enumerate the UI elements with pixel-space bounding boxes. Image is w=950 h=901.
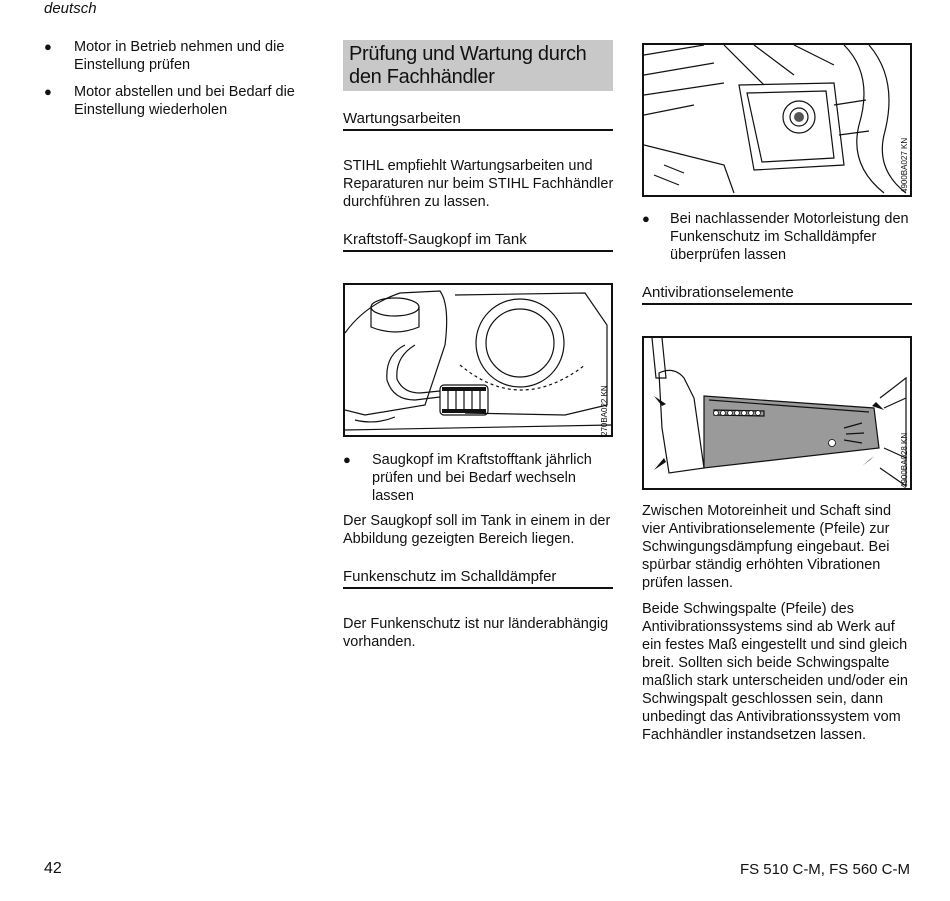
subheading-wartungsarbeiten: Wartungsarbeiten	[343, 110, 613, 131]
bullet-icon: ●	[642, 211, 650, 226]
list-item	[44, 83, 314, 123]
figure-spark-arrestor	[642, 43, 912, 197]
muffler-illustration	[644, 45, 910, 195]
subheading-antivibration: Antivibrationselemente	[642, 284, 912, 305]
figure-code: 4900BA028 KN	[900, 432, 909, 488]
bullet-icon: ●	[44, 39, 52, 54]
figure-code: 270BA022 KN	[600, 385, 609, 436]
language-label: deutsch	[44, 0, 97, 17]
figure-antivibration	[642, 336, 912, 490]
list-item	[642, 210, 914, 266]
subheading-saugkopf: Kraftstoff-Saugkopf im Tank	[343, 231, 613, 252]
paragraph-wartung: STIHL empfiehlt Wartungsarbeiten und Reparaturen nur beim STIHL Fachhändler durchführen zu lassen.	[343, 158, 614, 210]
list-item	[44, 38, 314, 78]
bullet-text: Motor in Betrieb nehmen und die Einstellung prüfen	[74, 39, 285, 73]
subheading-funkenschutz: Funkenschutz im Schalldämpfer	[343, 568, 613, 589]
model-label: FS 510 C-M, FS 560 C-M	[739, 861, 910, 878]
bullet-text: Saugkopf im Kraftstofftank jährlich prüfen und bei Bedarf wechseln lassen	[372, 452, 592, 504]
paragraph-saugkopf: Der Saugkopf soll im Tank in einem in der Abbildung gezeigten Bereich liegen.	[343, 513, 611, 547]
figure-code: 4900BA027 KN	[900, 137, 909, 193]
figure-fuel-pickup	[343, 283, 613, 437]
bullet-icon: ●	[343, 452, 351, 467]
paragraph-funkenschutz: Der Funkenschutz ist nur länderabhängig vorhanden.	[343, 616, 609, 650]
paragraph-antivib-2: Beide Schwingspalte (Pfeile) des Antivibrationssystems sind ab Werk auf ein festes Maß eingestellt und sind gleich breit. Sollten sich beide Schwingspalte maßlich stark unterscheiden und/oder ein Schwingspalt geschlossen sein, dann unbedingt das Antivibrationssystem vom Fachhändler instandsetzen lassen.	[642, 601, 908, 743]
fuel-tank-illustration	[345, 285, 611, 435]
bullet-icon: ●	[44, 84, 52, 99]
bullet-text: Bei nachlassender Motorleistung den Funkenschutz im Schalldämpfer überprüfen lassen	[670, 211, 909, 263]
page-number: 42	[44, 860, 62, 877]
paragraph-antivib-1: Zwischen Motoreinheit und Schaft sind vier Antivibrationselemente (Pfeile) zur Schwingungsdämpfung eingebaut. Bei spürbar ständig erhöhten Vibrationen prüfen lassen.	[642, 503, 892, 591]
bullet-text: Motor abstellen und bei Bedarf die Einstellung wiederholen	[74, 84, 295, 118]
section-title: Prüfung und Wartung durch den Fachhändler	[343, 40, 613, 91]
list-item	[343, 451, 615, 505]
antivibration-illustration	[644, 338, 910, 488]
